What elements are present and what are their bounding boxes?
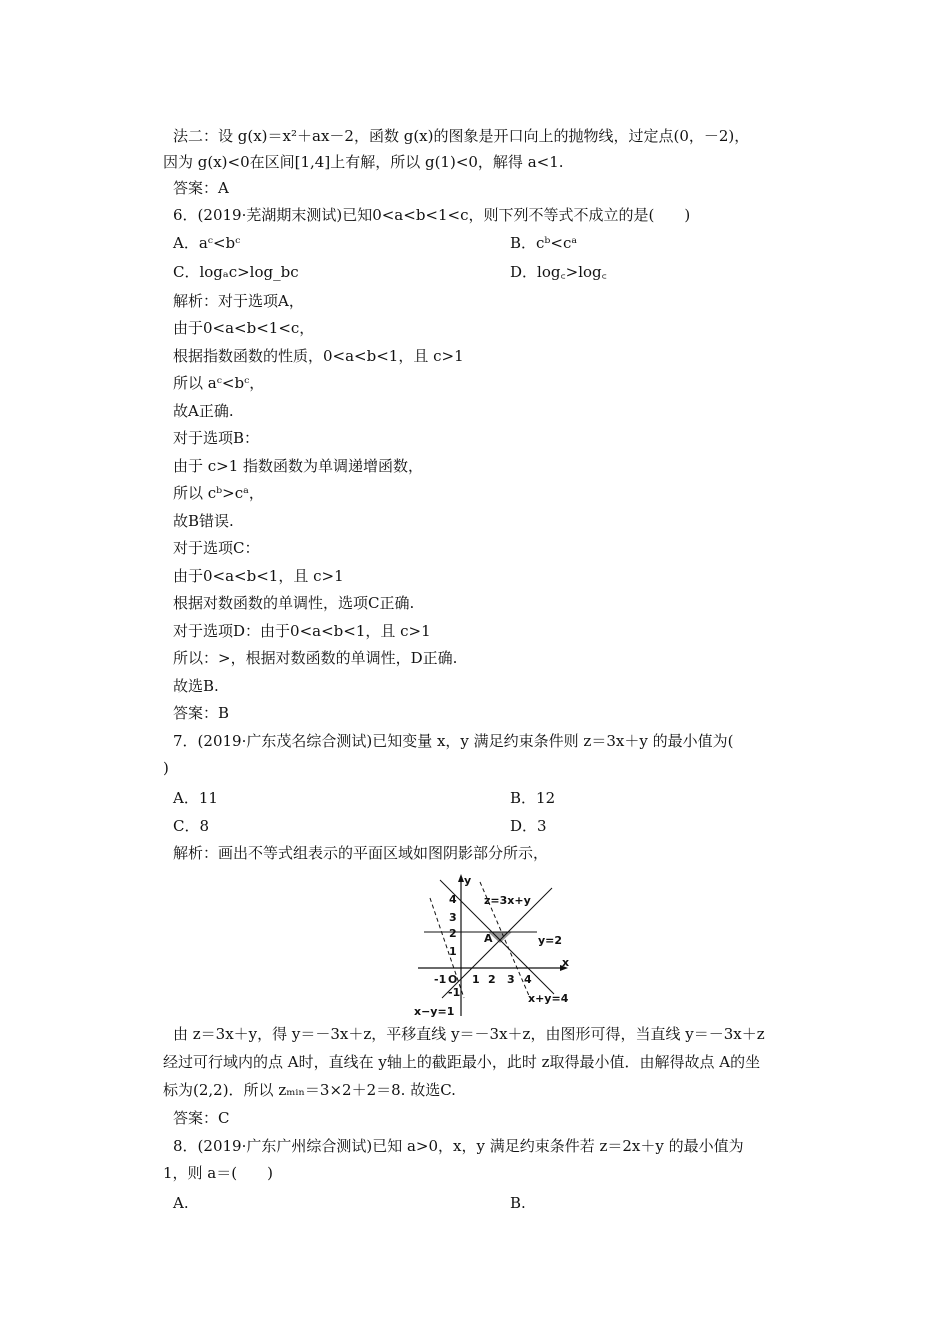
text-line: ) bbox=[163, 759, 169, 777]
text-line: 对于选项B： bbox=[173, 429, 260, 447]
q7-option-b: B．12 bbox=[510, 789, 556, 807]
text-line: 对于选项C： bbox=[173, 539, 260, 557]
text-line: 故B错误. bbox=[173, 512, 234, 530]
x-tick: -1 bbox=[434, 973, 447, 986]
q8-option-b: B. bbox=[510, 1194, 526, 1212]
q7-option-a: A．11 bbox=[173, 789, 218, 807]
q6-option-a: A．aᶜ<bᶜ bbox=[173, 234, 241, 252]
text-line: 由 z＝3x＋y，得 y＝－3x＋z，平移直线 y＝－3x＋z，由图形可得，当直线 y＝－3x＋z bbox=[173, 1025, 765, 1043]
text-line: 根据指数函数的性质，0<a<b<1，且 c>1 bbox=[173, 347, 464, 365]
text-line: 对于选项D：由于0<a<b<1，且 c>1 bbox=[173, 622, 431, 640]
q6-option-d: D．log꜀>log꜀ bbox=[510, 263, 607, 281]
text-line: 经过可行域内的点 A时，直线在 y轴上的截距最小，此时 z取得最小值．由解得故点 A的坐 bbox=[163, 1053, 761, 1071]
answer-line: 答案：C bbox=[173, 1109, 230, 1127]
text-line: 所以 aᶜ<bᶜ， bbox=[173, 374, 265, 392]
y-tick: -1 bbox=[448, 986, 461, 999]
text-line: 由于 c>1 指数函数为单调递增函数， bbox=[173, 457, 424, 475]
q7-option-d: D．3 bbox=[510, 817, 547, 835]
question-7-stem: 7．(2019·广东茂名综合测试)已知变量 x，y 满足约束条件则 z＝3x＋y 的最小值为( bbox=[173, 732, 734, 750]
objective-label: z=3x+y bbox=[484, 894, 531, 907]
text-line: 根据对数函数的单调性，选项C正确. bbox=[173, 594, 415, 612]
y-tick: 3 bbox=[449, 911, 457, 924]
x-axis-label: x bbox=[562, 956, 570, 969]
text-line: 标为(2,2)．所以 zₘᵢₙ＝3×2＋2＝8. 故选C. bbox=[163, 1081, 456, 1099]
text-line: 故A正确. bbox=[173, 402, 234, 420]
x-tick: 4 bbox=[524, 973, 532, 986]
origin-label: O bbox=[448, 973, 458, 986]
q6-option-c: C．logₐc>log_bc bbox=[173, 263, 299, 281]
text-line: 所以：>，根据对数函数的单调性，D正确. bbox=[173, 649, 458, 667]
q7-option-c: C．8 bbox=[173, 817, 210, 835]
line-label: y=2 bbox=[538, 934, 563, 947]
x-tick: 1 bbox=[472, 973, 480, 986]
y-tick: 2 bbox=[449, 927, 457, 940]
feasible-region-figure bbox=[412, 870, 572, 1018]
text-line: 由于0<a<b<1<c， bbox=[173, 319, 315, 337]
point-label: A bbox=[484, 932, 493, 945]
text-line: 解析：画出不等式组表示的平面区域如图阴影部分所示， bbox=[173, 844, 549, 862]
question-6-stem: 6．(2019·芜湖期末测试)已知0<a<b<1<c，则下列不等式不成立的是( ) bbox=[173, 206, 691, 224]
text-line: 故选B. bbox=[173, 677, 219, 695]
text-line: 法二：设 g(x)＝x²＋ax－2，函数 g(x)的图象是开口向上的抛物线，过定点(0，－2)， bbox=[173, 127, 750, 145]
y-tick: 1 bbox=[449, 945, 457, 958]
text-line: 由于0<a<b<1，且 c>1 bbox=[173, 567, 344, 585]
line-label: x+y=4 bbox=[528, 992, 569, 1005]
q6-option-b: B．cᵇ<cᵃ bbox=[510, 234, 578, 252]
answer-line: 答案：B bbox=[173, 704, 230, 722]
x-tick: 2 bbox=[488, 973, 496, 986]
text-line: 解析：对于选项A， bbox=[173, 292, 304, 310]
question-8-stem: 8．(2019·广东广州综合测试)已知 a>0，x，y 满足约束条件若 z＝2x＋y 的最小值为 bbox=[173, 1137, 744, 1155]
line-label: x−y=1 bbox=[414, 1005, 455, 1018]
x-tick: 3 bbox=[507, 973, 515, 986]
text-line: 所以 cᵇ>cᵃ， bbox=[173, 484, 264, 502]
answer-line: 答案：A bbox=[173, 179, 229, 197]
y-tick: 4 bbox=[449, 893, 457, 906]
text-line: 因为 g(x)<0在区间[1,4]上有解，所以 g(1)<0，解得 a<1. bbox=[163, 153, 564, 171]
text-line: 1，则 a＝( ) bbox=[163, 1164, 273, 1182]
q8-option-a: A. bbox=[173, 1194, 189, 1212]
y-axis-label: y bbox=[464, 874, 472, 887]
